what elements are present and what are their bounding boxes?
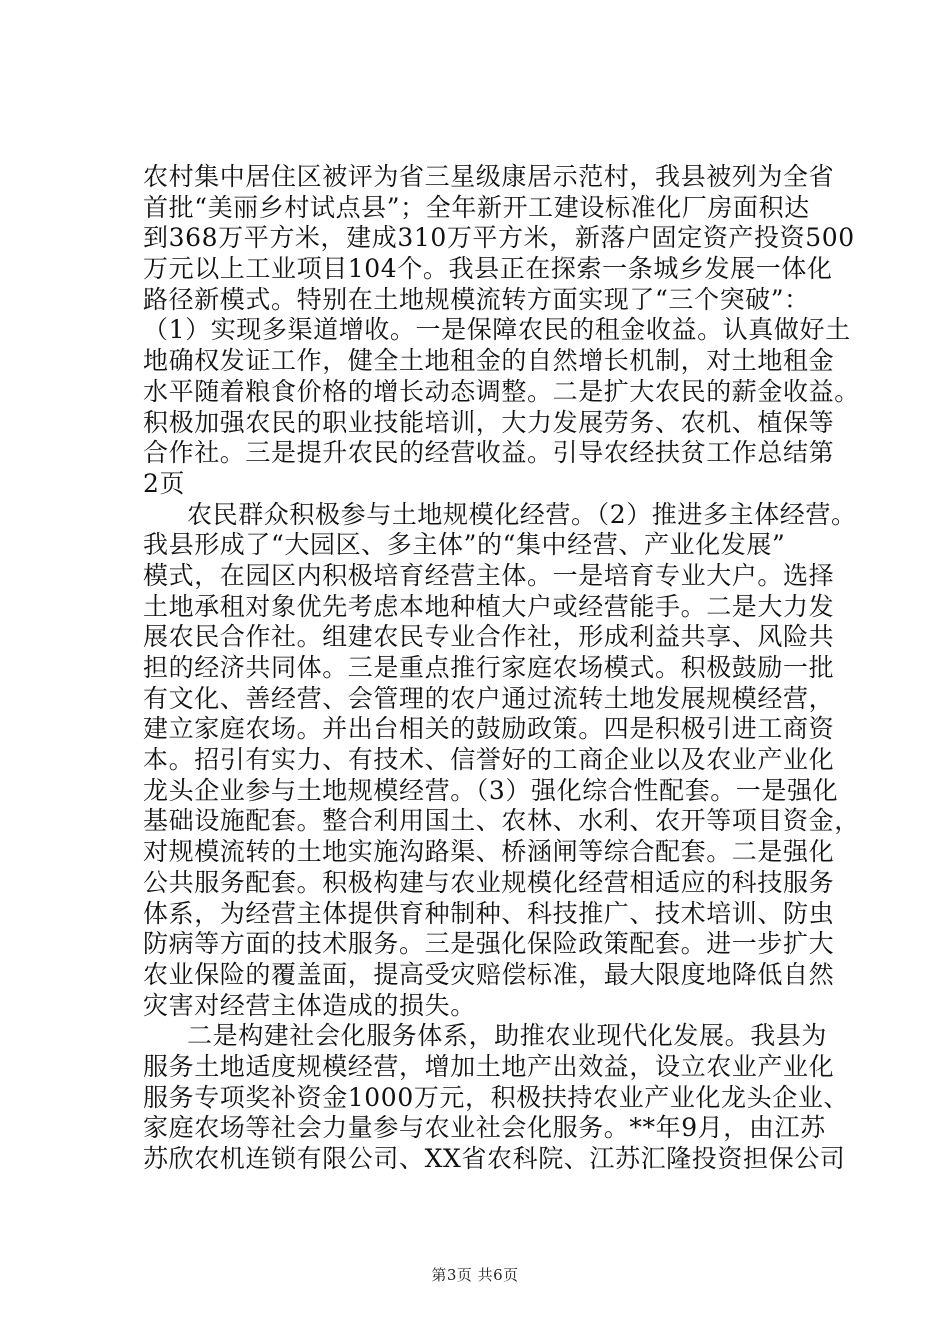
text-line: 土地承租对象优先考虑本地种植大户或经营能手。二是大力发 [143, 591, 835, 621]
text-line: 地确权发证工作，健全土地租金的自然增长机制，对土地租金 [143, 346, 835, 376]
text-line: 公共服务配套。积极构建与农业规模化经营相适应的科技服务 [143, 867, 835, 897]
text-line: 模式，在园区内积极培育经营主体。一是培育专业大户。选择 [143, 560, 835, 590]
text-line: 建立家庭农场。并出台相关的鼓励政策。四是积极引进工商资 [143, 714, 835, 744]
document-body [143, 162, 860, 1175]
text-line: 展农民合作社。组建农民专业合作社，形成利益共享、风险共 [143, 622, 835, 652]
text-line: 积极加强农民的职业技能培训，大力发展劳务、农机、植保等 [143, 407, 835, 437]
text-line: 2页 [143, 468, 186, 498]
text-line: 服务专项奖补资金1000万元，积极扶持农业产业化龙头企业、 [143, 1082, 850, 1112]
text-line: 防病等方面的技术服务。三是强化保险政策配套。进一步扩大 [143, 929, 835, 959]
text-line: 担的经济共同体。三是重点推行家庭农场模式。积极鼓励一批 [143, 653, 835, 682]
text-line: 体系，为经营主体提供育种制种、科技推广、技术培训、防虫 [143, 898, 835, 928]
text-line: 基础设施配套。整合利用国土、农林、水利、农开等项目资金， [143, 806, 860, 836]
text-line: 到368万平方米，建成310万平方米，新落户固定资产投资500 [143, 223, 855, 253]
page-number-footer: 第3页 共6页 [431, 1266, 519, 1284]
text-line: 本。招引有实力、有技术、信誉好的工商企业以及农业产业化 [143, 745, 835, 775]
paragraph-start-line: 二是构建社会化服务体系，助推农业现代化发展。我县为 [187, 1021, 828, 1051]
text-line: 苏欣农机连锁有限公司、XX省农科院、江苏汇隆投资担保公司 [143, 1144, 846, 1173]
text-line: 合作社。三是提升农民的经营收益。引导农经扶贫工作总结第 [143, 438, 835, 468]
text-line: 有文化、善经营、会管理的农户通过流转土地发展规模经营， [143, 683, 835, 713]
text-line: 灾害对经营主体造成的损失。 [143, 990, 476, 1020]
text-line: 我县形成了“大园区、多主体”的“集中经营、产业化发展” [143, 530, 786, 560]
text-line: 农村集中居住区被评为省三星级康居示范村，我县被列为全省 [143, 162, 835, 191]
paragraph-start-line: 农民群众积极参与土地规模化经营。（2）推进多主体经营。 [187, 499, 857, 529]
text-line: 农业保险的覆盖面，提高受灾赔偿标准，最大限度地降低自然 [143, 959, 835, 989]
text-line: 家庭农场等社会力量参与农业社会化服务。**年9月，由江苏 [143, 1113, 826, 1143]
text-line: 水平随着粮食价格的增长动态调整。二是扩大农民的薪金收益。 [143, 376, 860, 406]
text-line: （1）实现多渠道增收。一是保障农民的租金收益。认真做好土 [143, 315, 851, 345]
text-line: 万元以上工业项目104个。我县正在探索一条城乡发展一体化 [143, 254, 833, 284]
text-line: 首批“美丽乡村试点县”；全年新开工建设标准化厂房面积达 [143, 192, 810, 222]
text-line: 路径新模式。特别在土地规模流转方面实现了“三个突破”： [143, 284, 810, 314]
text-line: 对规模流转的土地实施沟路渠、桥涵闸等综合配套。二是强化 [143, 837, 835, 867]
text-line: 服务土地适度规模经营，增加土地产出效益，设立农业产业化 [143, 1051, 835, 1081]
text-line: 龙头企业参与土地规模经营。（3）强化综合性配套。一是强化 [143, 775, 839, 805]
